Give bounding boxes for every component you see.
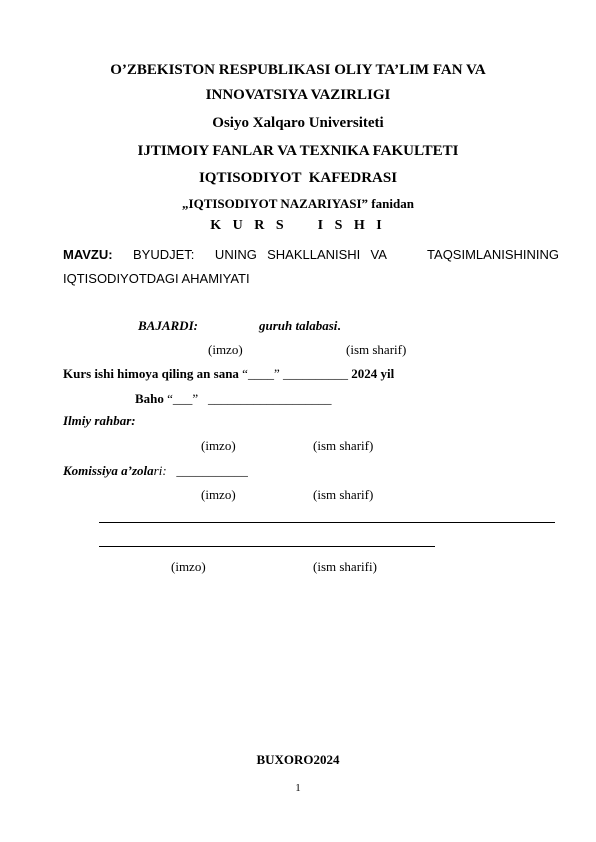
- supervisor-signature-caption: (imzo): [201, 438, 236, 453]
- department-name: IQTISODIYOT KAFEDRASI: [198, 170, 398, 186]
- group-student-text: [259, 318, 341, 334]
- faculty-name: IJTIMOIY FANLAR VA TEXNIKA FAKULTETI: [137, 143, 459, 159]
- city-year: BUXORO2024: [256, 752, 340, 767]
- topic-label: MAVZU:: [63, 247, 113, 262]
- supervisor-name-caption: (ism sharif): [313, 438, 374, 453]
- university-name: Osiyo Xalqaro Universiteti: [212, 115, 384, 131]
- commission-signature-caption-2: (imzo): [171, 559, 206, 574]
- defense-date-blank: “____” __________: [242, 366, 348, 381]
- group-label: guruh talabasi: [259, 318, 338, 333]
- ministry-title-line1: O’ZBEKISTON RESPUBLIKASI OLIY TA’LIM FAN VA: [110, 62, 486, 78]
- commission-line: [63, 463, 248, 479]
- ministry-title-line2: INNOVATSIYA VAZIRLIGI: [205, 87, 391, 103]
- commission-label-suffix: ri:: [153, 463, 167, 478]
- grade-label: Baho: [135, 391, 164, 406]
- work-type-title: K U R S I S H I: [210, 218, 386, 233]
- commission-signature-caption: (imzo): [201, 487, 236, 502]
- group-dot: .: [337, 318, 341, 333]
- subject-name: „IQTISODIYOT NAZARIYASI” fanidan: [182, 196, 414, 211]
- supervisor-label: Ilmiy rahbar:: [63, 413, 136, 428]
- topic-line1: BYUDJET: UNING SHAKLLANISHI VA TAQSIMLANISHINING: [133, 247, 559, 262]
- commission-name-caption-2: (ism sharifi): [313, 559, 377, 574]
- commission-blank: ___________: [176, 463, 248, 478]
- defense-date-line: [63, 366, 394, 382]
- page-number: 1: [295, 782, 301, 794]
- performer-label: BAJARDI:: [138, 318, 198, 333]
- defense-year: 2024 yil: [351, 366, 395, 381]
- commission-name-caption: (ism sharif): [313, 487, 374, 502]
- commission-signature-line-2: [99, 546, 435, 547]
- topic-line2: IQTISODIYOTDAGI AHAMIYATI: [63, 271, 250, 286]
- student-signature-caption: (imzo): [208, 342, 243, 357]
- grade-blank: “___” ___________________: [167, 391, 332, 406]
- grade-line: [135, 391, 331, 407]
- defense-label: Kurs ishi himoya qiling an sana: [63, 366, 239, 381]
- commission-label: Komissiya a’zola: [63, 463, 154, 478]
- commission-signature-line-1: [99, 522, 555, 523]
- student-name-caption: (ism sharif): [346, 342, 407, 357]
